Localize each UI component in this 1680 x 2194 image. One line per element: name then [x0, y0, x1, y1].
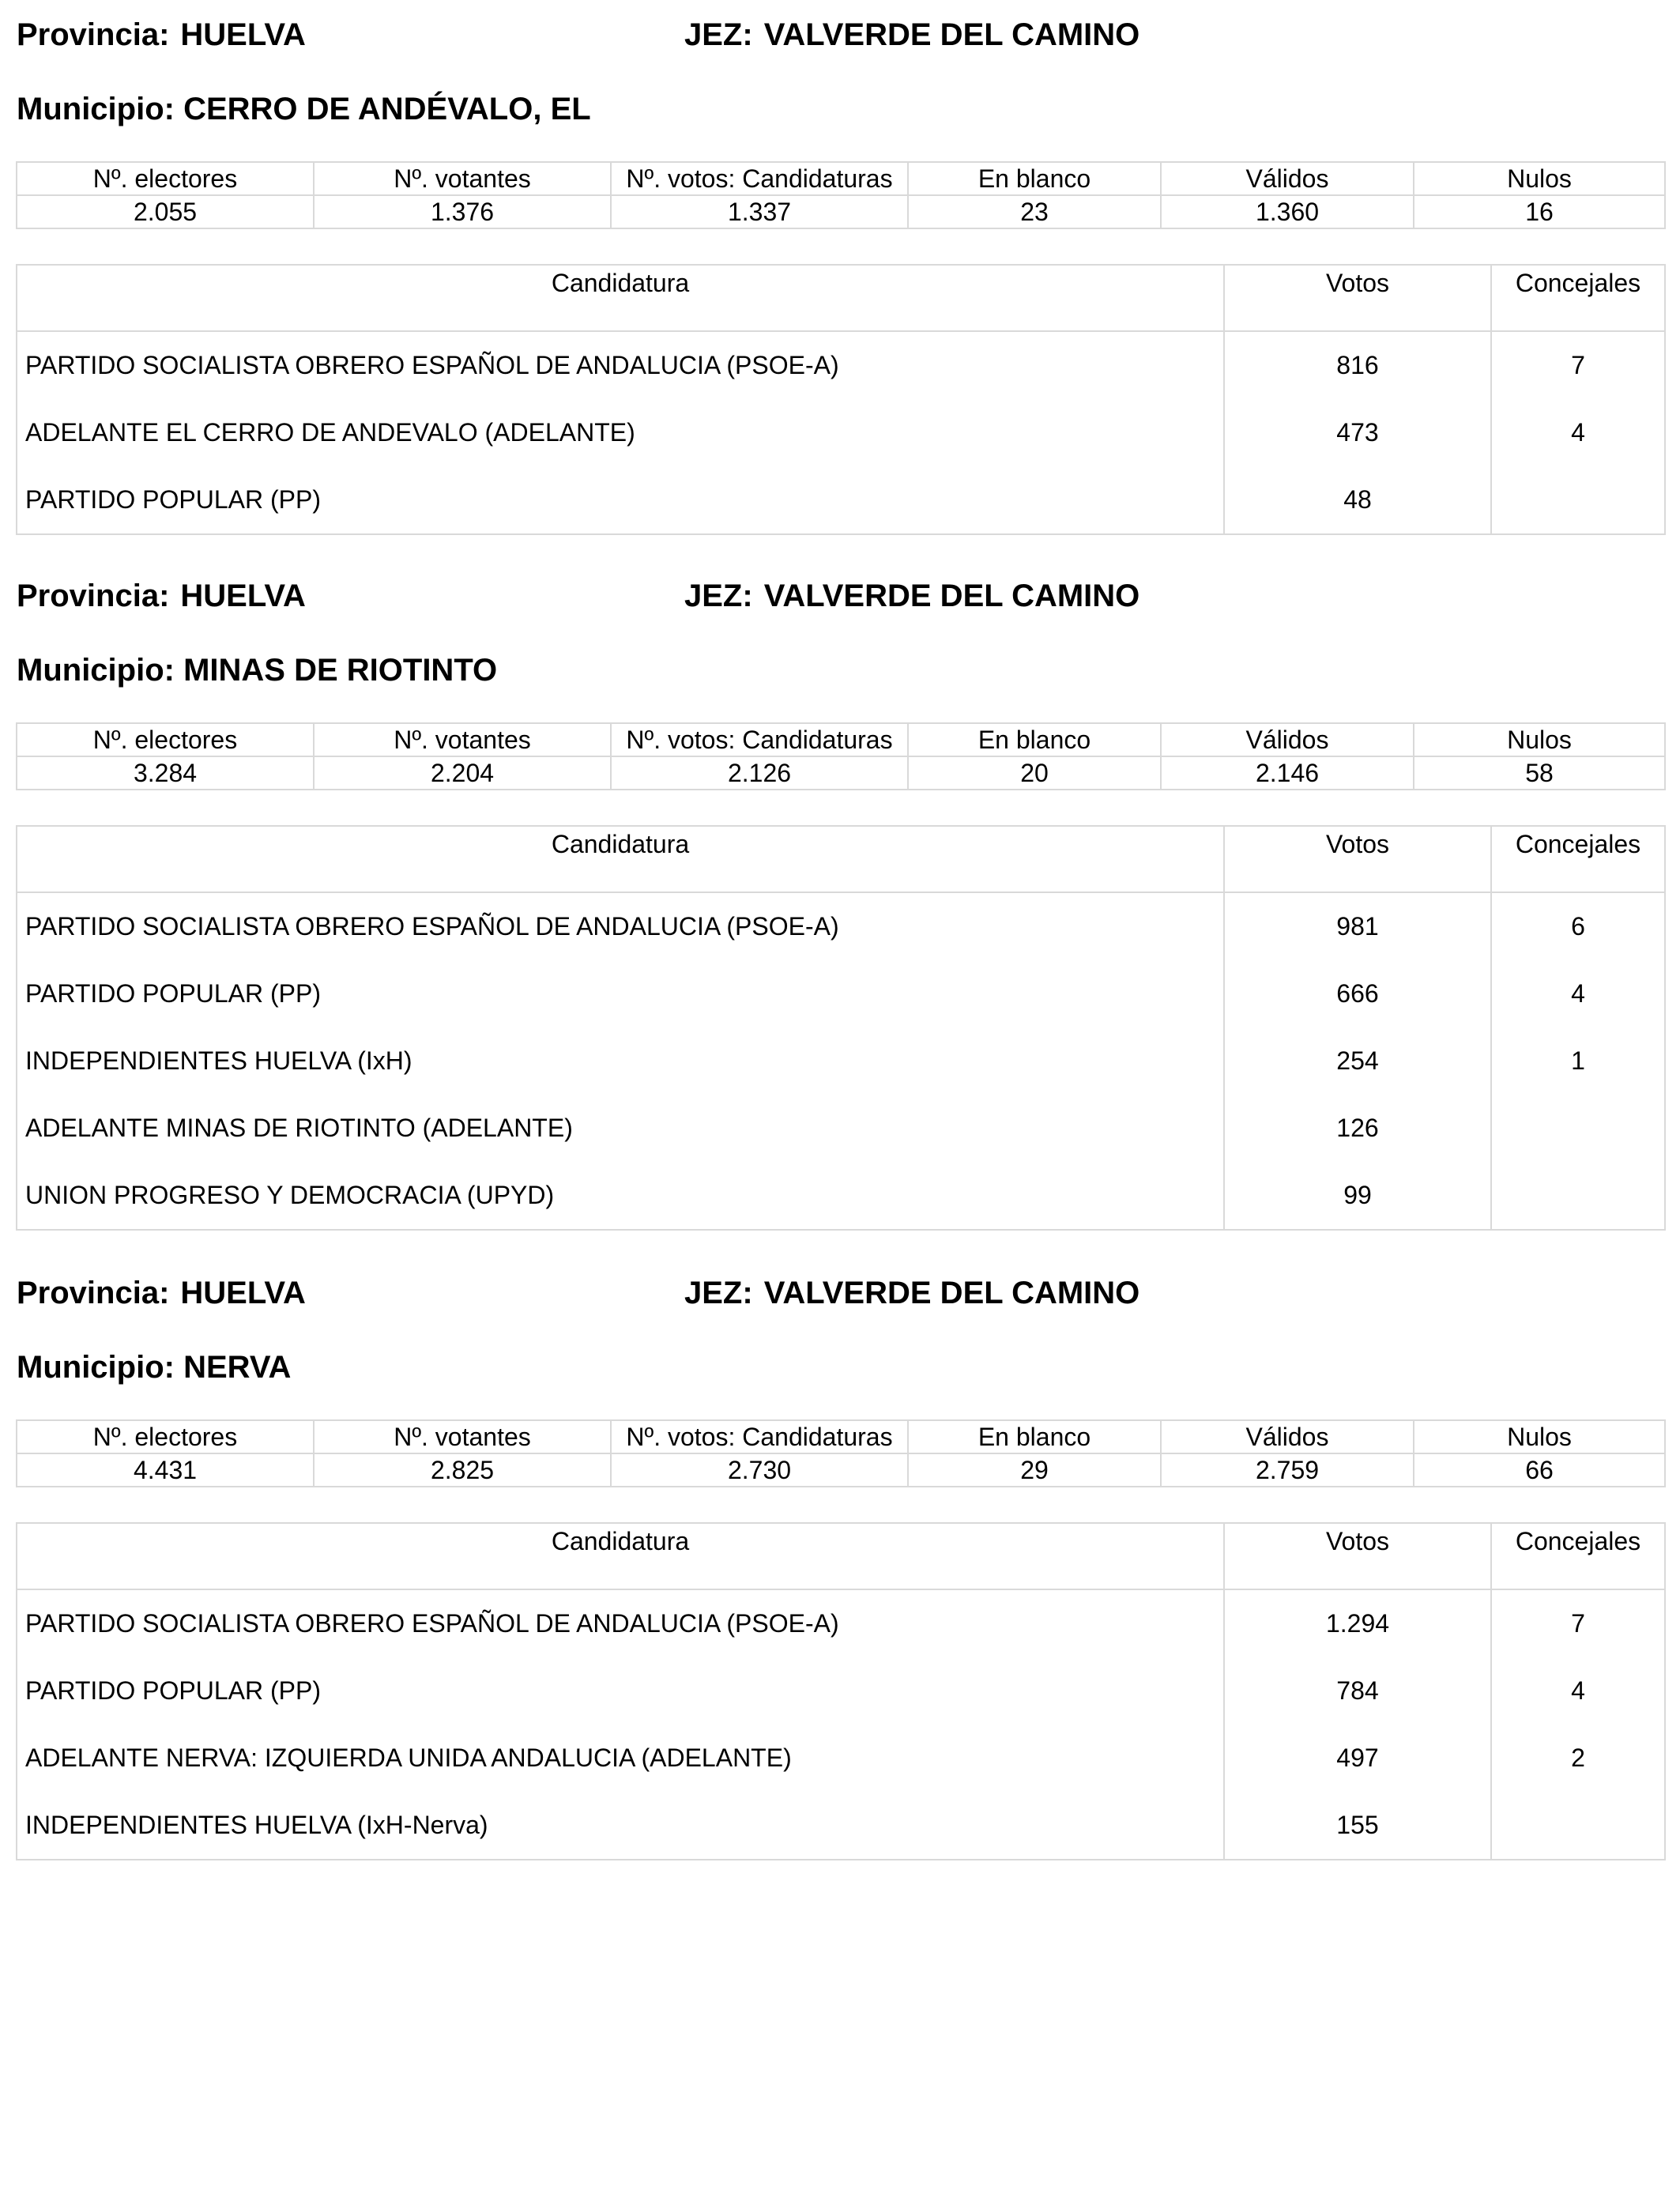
- candidaturas-header-cell: Candidatura: [17, 826, 1224, 892]
- candidatura-name: INDEPENDIENTES HUELVA (IxH-Nerva): [17, 1792, 1224, 1860]
- candidatura-row: [17, 1589, 1665, 1657]
- stats-header-cell: Nº. votos: Candidaturas: [611, 1420, 908, 1453]
- stats-value-cell: 2.759: [1161, 1453, 1414, 1487]
- candidatura-votos: 473: [1224, 399, 1491, 466]
- municipio-value: NERVA: [183, 1350, 292, 1385]
- candidaturas-header-row: [17, 265, 1665, 331]
- municipio-label: Municipio:: [17, 92, 175, 126]
- candidaturas-table: [16, 825, 1666, 1231]
- provincia-value: HUELVA: [180, 579, 306, 613]
- stats-header-row: [17, 162, 1665, 195]
- candidatura-name: ADELANTE NERVA: IZQUIERDA UNIDA ANDALUCIA (ADELANTE): [17, 1725, 1224, 1792]
- stats-value-cell: 58: [1414, 756, 1665, 790]
- jez-label: JEZ:: [684, 579, 753, 613]
- candidatura-votos: 99: [1224, 1162, 1491, 1230]
- candidatura-concejales: 6: [1491, 892, 1665, 960]
- stats-header-cell: Nº. votantes: [314, 1420, 611, 1453]
- candidatura-concejales: [1491, 466, 1665, 534]
- stats-header-cell: Nº. electores: [17, 723, 314, 756]
- stats-value-cell: 66: [1414, 1453, 1665, 1487]
- candidatura-row: [17, 1725, 1665, 1792]
- stats-value-cell: 2.730: [611, 1453, 908, 1487]
- candidaturas-header-row: [17, 826, 1665, 892]
- stats-header-row: [17, 1420, 1665, 1453]
- stats-value-cell: 2.825: [314, 1453, 611, 1487]
- candidatura-concejales: 4: [1491, 399, 1665, 466]
- candidatura-row: [17, 1027, 1665, 1095]
- stats-value-cell: 2.204: [314, 756, 611, 790]
- stats-table: [16, 161, 1666, 229]
- jez-label: JEZ:: [684, 1276, 753, 1310]
- provincia-label: Provincia:: [17, 579, 170, 613]
- candidaturas-header-cell: Concejales: [1491, 1523, 1665, 1589]
- stats-header-cell: Nulos: [1414, 162, 1665, 195]
- stats-value-cell: 2.055: [17, 195, 314, 228]
- provincia-label: Provincia:: [17, 17, 170, 52]
- stats-value-cell: 3.284: [17, 756, 314, 790]
- stats-value-cell: 1.337: [611, 195, 908, 228]
- stats-header-cell: Nulos: [1414, 723, 1665, 756]
- candidatura-votos: 784: [1224, 1657, 1491, 1725]
- jez-value: VALVERDE DEL CAMINO: [763, 17, 1140, 52]
- municipio-label: Municipio:: [17, 653, 175, 688]
- stats-header-cell: Nº. votantes: [314, 723, 611, 756]
- stats-value-cell: 16: [1414, 195, 1665, 228]
- candidatura-concejales: 4: [1491, 960, 1665, 1027]
- stats-header-cell: Nº. electores: [17, 162, 314, 195]
- stats-value-cell: 23: [908, 195, 1161, 228]
- stats-value-cell: 2.146: [1161, 756, 1414, 790]
- candidatura-concejales: 2: [1491, 1725, 1665, 1792]
- candidatura-row: [17, 1792, 1665, 1860]
- candidaturas-header-cell: Votos: [1224, 826, 1491, 892]
- candidatura-row: [17, 331, 1665, 399]
- candidatura-name: PARTIDO SOCIALISTA OBRERO ESPAÑOL DE ANDALUCIA (PSOE-A): [17, 892, 1224, 960]
- candidaturas-header-cell: Concejales: [1491, 265, 1665, 331]
- stats-value-row: [17, 1453, 1665, 1487]
- stats-header-cell: En blanco: [908, 162, 1161, 195]
- candidatura-concejales: 4: [1491, 1657, 1665, 1725]
- municipio-header: [17, 1348, 291, 1386]
- stats-value-cell: 4.431: [17, 1453, 314, 1487]
- stats-header-cell: Válidos: [1161, 1420, 1414, 1453]
- stats-header-cell: Nº. votantes: [314, 162, 611, 195]
- stats-header-cell: En blanco: [908, 1420, 1161, 1453]
- candidatura-votos: 816: [1224, 331, 1491, 399]
- candidaturas-table: [16, 1522, 1666, 1860]
- stats-header-cell: Nº. votos: Candidaturas: [611, 162, 908, 195]
- candidatura-votos: 1.294: [1224, 1589, 1491, 1657]
- stats-header-cell: Nulos: [1414, 1420, 1665, 1453]
- candidatura-votos: 254: [1224, 1027, 1491, 1095]
- candidatura-votos: 155: [1224, 1792, 1491, 1860]
- candidaturas-header-row: [17, 1523, 1665, 1589]
- provincia-value: HUELVA: [180, 1276, 306, 1310]
- candidaturas-header-cell: Votos: [1224, 1523, 1491, 1589]
- stats-value-row: [17, 756, 1665, 790]
- candidaturas-header-cell: Concejales: [1491, 826, 1665, 892]
- candidatura-concejales: 7: [1491, 331, 1665, 399]
- candidaturas-header-cell: Candidatura: [17, 265, 1224, 331]
- candidatura-row: [17, 1657, 1665, 1725]
- candidatura-concejales: 1: [1491, 1027, 1665, 1095]
- stats-value-cell: 29: [908, 1453, 1161, 1487]
- candidatura-concejales: [1491, 1095, 1665, 1162]
- stats-header-cell: En blanco: [908, 723, 1161, 756]
- candidaturas-header-cell: Votos: [1224, 265, 1491, 331]
- provincia-header: [17, 577, 306, 615]
- stats-header-cell: Válidos: [1161, 723, 1414, 756]
- candidatura-name: ADELANTE MINAS DE RIOTINTO (ADELANTE): [17, 1095, 1224, 1162]
- provincia-value: HUELVA: [180, 17, 306, 52]
- jez-header: [684, 1274, 1139, 1312]
- candidatura-row: [17, 892, 1665, 960]
- candidatura-votos: 497: [1224, 1725, 1491, 1792]
- candidatura-name: PARTIDO POPULAR (PP): [17, 960, 1224, 1027]
- provincia-header: [17, 16, 306, 54]
- candidatura-name: PARTIDO SOCIALISTA OBRERO ESPAÑOL DE ANDALUCIA (PSOE-A): [17, 331, 1224, 399]
- stats-header-row: [17, 723, 1665, 756]
- candidatura-name: ADELANTE EL CERRO DE ANDEVALO (ADELANTE): [17, 399, 1224, 466]
- candidatura-name: PARTIDO POPULAR (PP): [17, 466, 1224, 534]
- candidaturas-header-cell: Candidatura: [17, 1523, 1224, 1589]
- candidatura-concejales: 7: [1491, 1589, 1665, 1657]
- stats-value-cell: 1.376: [314, 195, 611, 228]
- candidatura-votos: 126: [1224, 1095, 1491, 1162]
- municipio-header: [17, 90, 591, 128]
- jez-value: VALVERDE DEL CAMINO: [763, 579, 1140, 613]
- municipio-header: [17, 651, 497, 689]
- candidatura-name: PARTIDO POPULAR (PP): [17, 1657, 1224, 1725]
- stats-value-cell: 2.126: [611, 756, 908, 790]
- candidatura-concejales: [1491, 1792, 1665, 1860]
- candidatura-row: [17, 1095, 1665, 1162]
- stats-value-cell: 1.360: [1161, 195, 1414, 228]
- provincia-label: Provincia:: [17, 1276, 170, 1310]
- candidatura-row: [17, 1162, 1665, 1230]
- candidatura-row: [17, 399, 1665, 466]
- jez-label: JEZ:: [684, 17, 753, 52]
- candidatura-votos: 666: [1224, 960, 1491, 1027]
- candidatura-name: PARTIDO SOCIALISTA OBRERO ESPAÑOL DE ANDALUCIA (PSOE-A): [17, 1589, 1224, 1657]
- candidatura-votos: 48: [1224, 466, 1491, 534]
- jez-header: [684, 16, 1139, 54]
- jez-header: [684, 577, 1139, 615]
- candidatura-name: UNION PROGRESO Y DEMOCRACIA (UPYD): [17, 1162, 1224, 1230]
- stats-table: [16, 722, 1666, 790]
- stats-table: [16, 1419, 1666, 1487]
- candidatura-name: INDEPENDIENTES HUELVA (IxH): [17, 1027, 1224, 1095]
- candidatura-row: [17, 960, 1665, 1027]
- candidatura-votos: 981: [1224, 892, 1491, 960]
- stats-value-cell: 20: [908, 756, 1161, 790]
- jez-value: VALVERDE DEL CAMINO: [763, 1276, 1140, 1310]
- candidatura-concejales: [1491, 1162, 1665, 1230]
- stats-header-cell: Válidos: [1161, 162, 1414, 195]
- municipio-label: Municipio:: [17, 1350, 175, 1385]
- provincia-header: [17, 1274, 306, 1312]
- candidaturas-table: [16, 264, 1666, 535]
- municipio-value: CERRO DE ANDÉVALO, EL: [183, 92, 591, 126]
- municipio-value: MINAS DE RIOTINTO: [183, 653, 498, 688]
- candidatura-row: [17, 466, 1665, 534]
- stats-header-cell: Nº. electores: [17, 1420, 314, 1453]
- stats-value-row: [17, 195, 1665, 228]
- stats-header-cell: Nº. votos: Candidaturas: [611, 723, 908, 756]
